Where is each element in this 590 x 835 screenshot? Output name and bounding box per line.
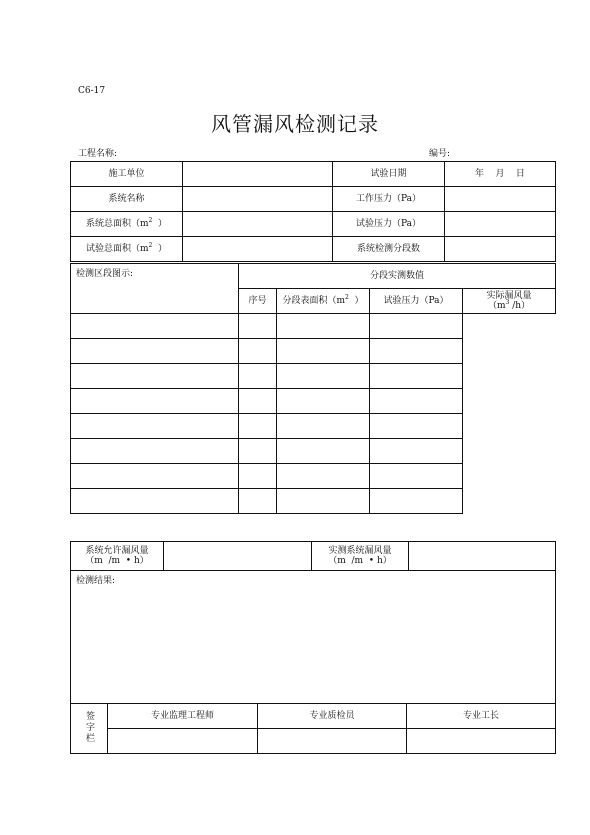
signature-table: [70, 703, 556, 754]
col-area-header: 分段表面积（$m^2$ ）: [277, 289, 370, 314]
seq-cell[interactable]: [71, 489, 239, 514]
measured-values-label: 分段实测数值: [239, 264, 556, 289]
result-area[interactable]: [71, 571, 556, 704]
result-label: 检测结果:: [76, 576, 116, 586]
leak-cell[interactable]: [370, 489, 463, 514]
test-total-area-label: 试验总面积（$m^2$ ）: [71, 237, 183, 262]
system-total-area-field[interactable]: [183, 212, 333, 237]
area-cell[interactable]: [239, 389, 277, 414]
area-cell[interactable]: [239, 464, 277, 489]
leak-cell[interactable]: [370, 389, 463, 414]
leak-cell[interactable]: [370, 464, 463, 489]
number-label: 编号:: [429, 149, 451, 159]
leak-cell[interactable]: [370, 364, 463, 389]
measured-leakage-field[interactable]: [409, 542, 556, 571]
test-pressure-field[interactable]: [445, 212, 556, 237]
seq-cell[interactable]: [71, 414, 239, 439]
segment-row: [71, 439, 556, 464]
system-name-field[interactable]: [183, 187, 333, 212]
seq-cell[interactable]: [71, 389, 239, 414]
pressure-cell[interactable]: [277, 314, 370, 339]
pressure-cell[interactable]: [277, 414, 370, 439]
segment-table: [70, 263, 556, 514]
pressure-cell[interactable]: [277, 464, 370, 489]
construction-unit-field[interactable]: [183, 162, 333, 187]
diagram-area[interactable]: [71, 264, 239, 314]
signature-column-label: 签字栏: [71, 704, 108, 754]
working-pressure-field[interactable]: [445, 187, 556, 212]
seq-cell[interactable]: [71, 364, 239, 389]
foreman-label: 专业工长: [407, 704, 556, 729]
quality-inspector-signature-field[interactable]: [258, 729, 407, 754]
leak-cell[interactable]: [370, 314, 463, 339]
seq-cell[interactable]: [71, 314, 239, 339]
area-cell[interactable]: [239, 314, 277, 339]
test-total-area-field[interactable]: [183, 237, 333, 262]
test-date-label: 试验日期: [333, 162, 445, 187]
test-segments-field[interactable]: [445, 237, 556, 262]
test-date-field[interactable]: 年 月 日: [445, 162, 556, 187]
area-cell[interactable]: [239, 339, 277, 364]
col-seq-header: 序号: [239, 289, 277, 314]
leak-cell[interactable]: [370, 339, 463, 364]
working-pressure-label: 工作压力（Pa）: [333, 187, 445, 212]
area-cell[interactable]: [239, 489, 277, 514]
form-title: 风管漏风检测记录: [211, 112, 379, 136]
info-table: [70, 161, 556, 262]
construction-unit-label: 施工单位: [71, 162, 183, 187]
segment-row: [71, 364, 556, 389]
leak-cell[interactable]: [370, 439, 463, 464]
pressure-cell[interactable]: [277, 439, 370, 464]
seq-cell[interactable]: [71, 439, 239, 464]
segment-row: [71, 489, 556, 514]
system-total-area-label: 系统总面积（$m^2$ ）: [71, 212, 183, 237]
project-name-label: 工程名称:: [78, 149, 118, 159]
area-cell[interactable]: [239, 364, 277, 389]
system-name-label: 系统名称: [71, 187, 183, 212]
area-cell[interactable]: [239, 439, 277, 464]
seq-cell[interactable]: [71, 464, 239, 489]
col-pressure-header: 试验压力（Pa）: [370, 289, 463, 314]
allowed-leakage-label: 系统允许漏风量 （m /m • h）: [71, 542, 164, 571]
diagram-label: 检测区段图示:: [76, 269, 134, 279]
supervisor-label: 专业监理工程师: [108, 704, 258, 729]
pressure-cell[interactable]: [277, 364, 370, 389]
segment-row: [71, 339, 556, 364]
form-code: C6-17: [78, 86, 106, 96]
allowed-leakage-field[interactable]: [164, 542, 312, 571]
pressure-cell[interactable]: [277, 339, 370, 364]
test-pressure-label: 试验压力（Pa）: [333, 212, 445, 237]
segment-row: [71, 314, 556, 339]
quality-inspector-label: 专业质检员: [258, 704, 407, 729]
segment-row: [71, 414, 556, 439]
seq-cell[interactable]: [71, 339, 239, 364]
col-leak-header: 实际漏风量 （$m^3$ /h）: [463, 289, 556, 314]
pressure-cell[interactable]: [277, 389, 370, 414]
area-cell[interactable]: [239, 414, 277, 439]
test-segments-label: 系统检测分段数: [333, 237, 445, 262]
supervisor-signature-field[interactable]: [108, 729, 258, 754]
segment-row: [71, 389, 556, 414]
leak-cell[interactable]: [370, 414, 463, 439]
pressure-cell[interactable]: [277, 489, 370, 514]
leakage-table: [70, 541, 556, 704]
foreman-signature-field[interactable]: [407, 729, 556, 754]
segment-row: [71, 464, 556, 489]
measured-leakage-label: 实测系统漏风量 （m /m • h）: [312, 542, 409, 571]
